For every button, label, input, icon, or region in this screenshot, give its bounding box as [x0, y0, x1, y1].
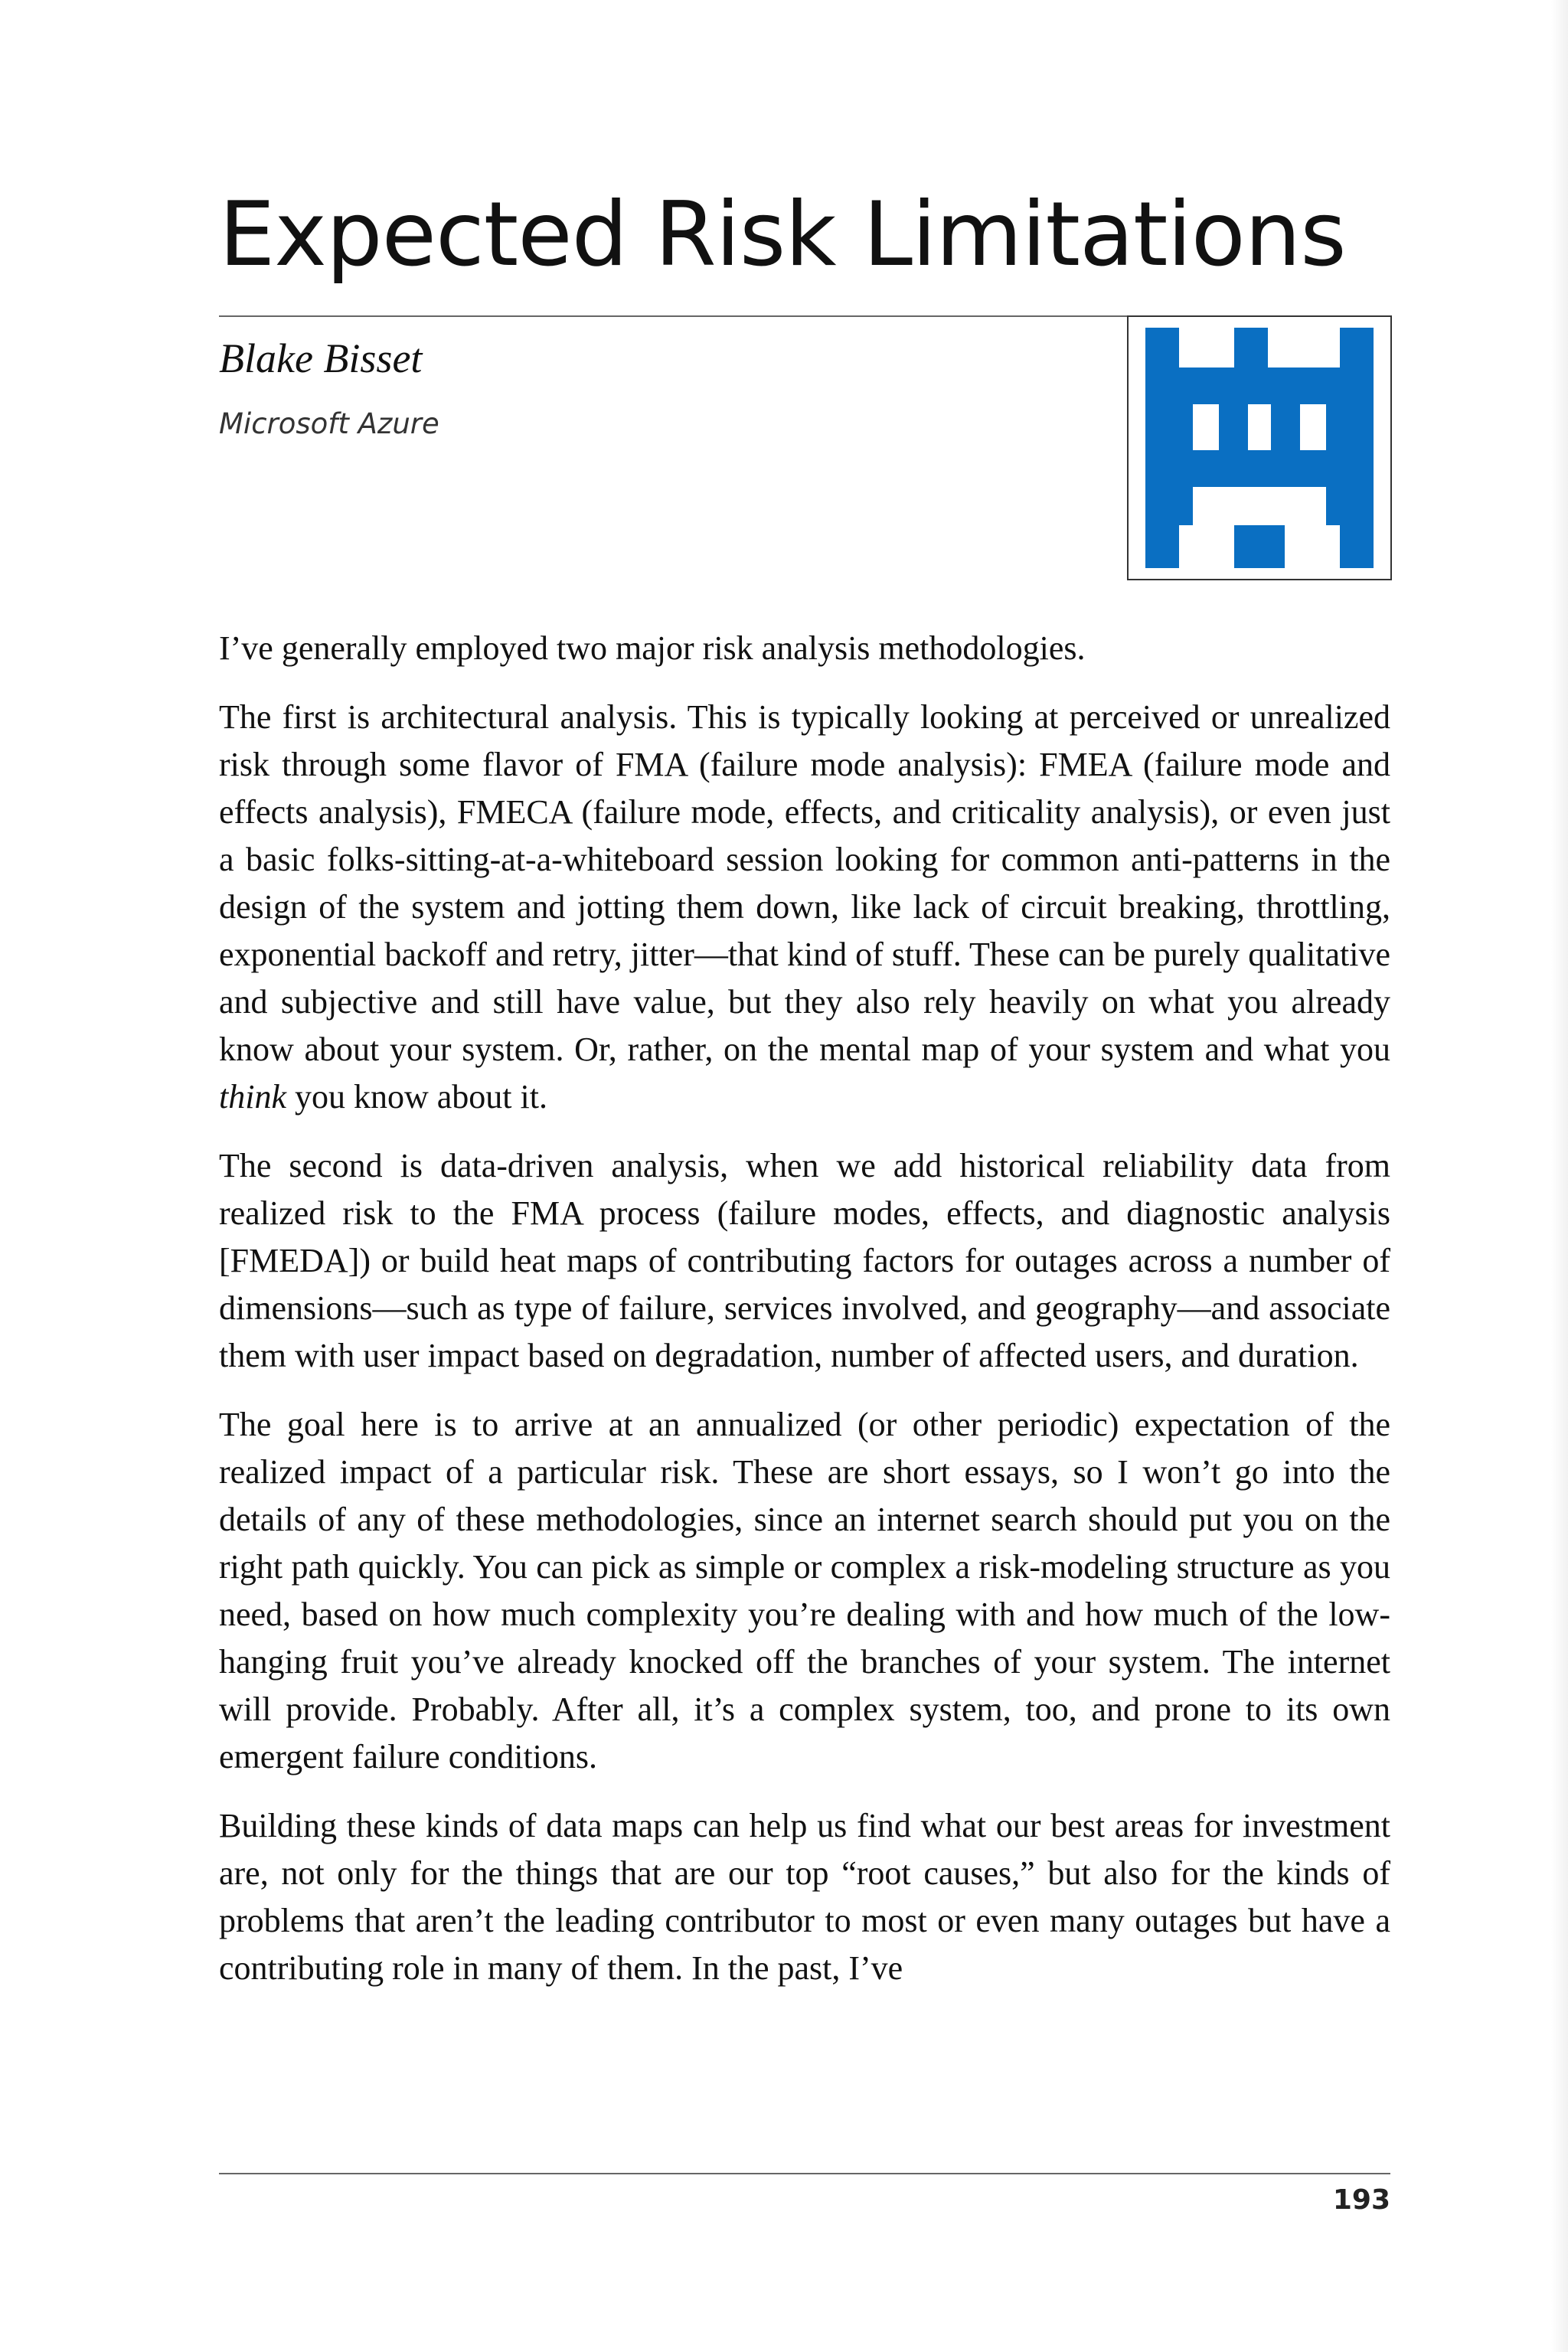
author-name: Blake Bisset [219, 335, 423, 381]
paragraph: Building these kinds of data maps can help us find what our best areas for investment are, not only for the things that are our top “root causes,” but also for the kinds of problems that aren’t the leading contributor to most or even many outages but have a contributing role in many of them. In the past, I’ve [219, 1807, 1390, 1987]
paragraph: The first is architectural analysis. This is typically looking at perceived or unrealized risk through some flavor of FMA (failure mode analysis): FMEA (failure mode and effects analysis), FMECA (failure mode, effects, and criticality analysis), or even just a basic folks-sitting-at-a-whiteboard session looking for common anti-patterns in the design of the system and jotting them down, like lack of circuit breaking, throttling, exponential backoff and retry, jitter—that kind of stuff. These can be purely qualitative and subjective and still have value, but they also rely heavily on what you already know about your system. Or, rather, on the mental map of your system and what you think you know about it. [219, 698, 1390, 1116]
paragraph: The goal here is to arrive at an annualized (or other periodic) expectation of the realized impact of a particular risk. These are short essays, so I won’t go into the details of any of these methodologies, since an internet search should put you on the right path quickly. You can pick as simple or complex a risk-modeling structure as you need, based on how much complexity you’re dealing with and how much of the low-hanging fruit you’ve already knocked off the branches of your system. The internet will provide. Probably. After all, it’s a complex system, too, and prone to its own emergent failure conditions. [219, 1406, 1390, 1775]
chapter-title: Expected Risk Limitations [219, 183, 1346, 286]
paragraph: The second is data-driven analysis, when we add historical reliability data from realized risk to the FMA process (failure modes, effects, and diagnostic analysis [FMEDA]) or build heat maps of contributing factors for outages across a number of dimensions—such as type of failure, services involved, and geography—and associate them with user impact based on degradation, number of affected users, and duration. [219, 1147, 1390, 1374]
avatar-pixels [1145, 328, 1374, 568]
pixel-avatar-icon [1129, 317, 1390, 579]
paragraph: I’ve generally employed two major risk analysis methodologies. [219, 629, 1086, 667]
author-avatar [1127, 315, 1392, 580]
emphasis: think [219, 1078, 286, 1116]
article-body [219, 625, 1390, 2014]
footer-divider [219, 2173, 1390, 2174]
page-number: 193 [1332, 2184, 1390, 2216]
author-affiliation: Microsoft Azure [219, 407, 439, 440]
page-edge-shadow [1551, 0, 1568, 2352]
